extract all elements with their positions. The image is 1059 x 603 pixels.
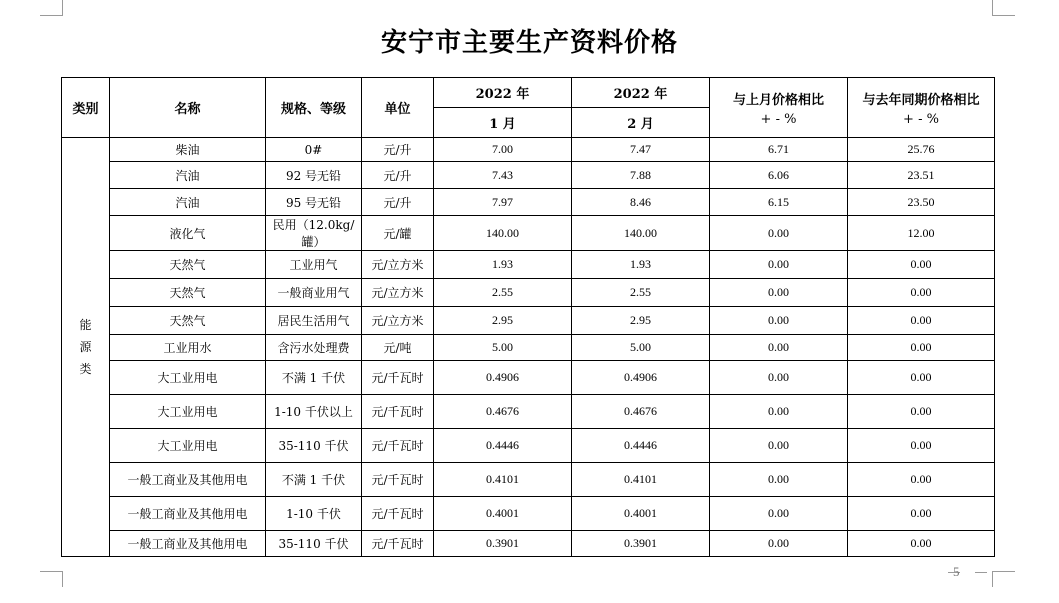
cell-unit: 元/立方米 [362, 251, 434, 279]
cell-jan-price: 5.00 [434, 335, 572, 361]
cell-jan-price: 0.3901 [434, 531, 572, 557]
header-mom-change [710, 78, 848, 138]
cell-jan-price: 2.95 [434, 307, 572, 335]
cell-yoy-change: 25.76 [848, 138, 995, 162]
header-name: 名称 [110, 78, 266, 138]
cell-name: 汽油 [110, 162, 266, 189]
cell-jan-price: 0.4446 [434, 429, 572, 463]
header-yoy-line1: 与去年同期价格相比 [862, 92, 980, 108]
header-feb-month: 2 月 [572, 108, 710, 138]
header-jan-month: 1 月 [434, 108, 572, 138]
cell-spec: 不满 1 千伏 [266, 361, 362, 395]
header-feb-year: 2022 年 [572, 78, 710, 108]
cell-feb-price: 0.4906 [572, 361, 710, 395]
header-row-1 [62, 78, 995, 108]
cell-spec: 民用（12.0kg/罐） [266, 216, 362, 251]
cell-feb-price: 7.88 [572, 162, 710, 189]
cell-name: 液化气 [110, 216, 266, 251]
page-number-rule-right [975, 572, 987, 573]
cell-jan-price: 0.4001 [434, 497, 572, 531]
price-table [61, 77, 995, 557]
cell-feb-price: 2.55 [572, 279, 710, 307]
cell-name: 一般工商业及其他用电 [110, 463, 266, 497]
table-row [62, 395, 995, 429]
cell-yoy-change: 0.00 [848, 463, 995, 497]
cell-unit: 元/千瓦时 [362, 361, 434, 395]
category-char: 源 [79, 340, 92, 354]
header-mom-line1: 与上月价格相比 [732, 92, 824, 108]
cell-unit: 元/千瓦时 [362, 429, 434, 463]
cell-unit: 元/千瓦时 [362, 531, 434, 557]
header-yoy-change [848, 78, 995, 138]
cell-unit: 元/千瓦时 [362, 395, 434, 429]
cell-yoy-change: 23.50 [848, 189, 995, 216]
cell-mom-change: 0.00 [710, 307, 848, 335]
cell-mom-change: 0.00 [710, 531, 848, 557]
cell-name: 大工业用电 [110, 395, 266, 429]
cell-feb-price: 140.00 [572, 216, 710, 251]
cell-spec: 35-110 千伏 [266, 429, 362, 463]
cell-name: 柴油 [110, 138, 266, 162]
cell-yoy-change: 0.00 [848, 307, 995, 335]
cell-spec: 工业用气 [266, 251, 362, 279]
cell-mom-change: 0.00 [710, 395, 848, 429]
table-row [62, 531, 995, 557]
cell-feb-price: 8.46 [572, 189, 710, 216]
cell-feb-price: 1.93 [572, 251, 710, 279]
cell-name: 一般工商业及其他用电 [110, 497, 266, 531]
cell-unit: 元/升 [362, 189, 434, 216]
header-mom-line2: + - % [760, 111, 797, 127]
cell-yoy-change: 0.00 [848, 279, 995, 307]
category-char: 能 [79, 318, 92, 332]
cell-unit: 元/千瓦时 [362, 497, 434, 531]
table-row [62, 497, 995, 531]
cell-unit: 元/立方米 [362, 279, 434, 307]
table-row [62, 216, 995, 251]
cell-spec: 居民生活用气 [266, 307, 362, 335]
cell-jan-price: 0.4101 [434, 463, 572, 497]
cell-spec: 95 号无铅 [266, 189, 362, 216]
category-char: 类 [79, 362, 92, 376]
cell-feb-price: 0.4101 [572, 463, 710, 497]
table-row [62, 335, 995, 361]
cell-spec: 0# [266, 138, 362, 162]
cell-spec: 一般商业用气 [266, 279, 362, 307]
cell-name: 大工业用电 [110, 361, 266, 395]
cell-spec: 1-10 千伏 [266, 497, 362, 531]
cell-unit: 元/吨 [362, 335, 434, 361]
cell-feb-price: 0.4446 [572, 429, 710, 463]
cell-feb-price: 5.00 [572, 335, 710, 361]
table-row [62, 162, 995, 189]
crop-mark-bottom-left [40, 571, 63, 587]
cell-feb-price: 7.47 [572, 138, 710, 162]
cell-mom-change: 6.06 [710, 162, 848, 189]
table-body [62, 138, 995, 557]
cell-feb-price: 0.4676 [572, 395, 710, 429]
cell-name: 天然气 [110, 251, 266, 279]
cell-unit: 元/千瓦时 [362, 463, 434, 497]
cell-mom-change: 0.00 [710, 463, 848, 497]
cell-mom-change: 6.15 [710, 189, 848, 216]
table-row [62, 361, 995, 395]
cell-spec: 含污水处理费 [266, 335, 362, 361]
page-title: 安宁市主要生产资料价格 [380, 28, 678, 58]
cell-feb-price: 0.3901 [572, 531, 710, 557]
header-yoy-line2: + - % [903, 111, 939, 127]
header-unit: 单位 [362, 78, 434, 138]
table-row [62, 251, 995, 279]
cell-jan-price: 0.4676 [434, 395, 572, 429]
cell-feb-price: 2.95 [572, 307, 710, 335]
cell-feb-price: 0.4001 [572, 497, 710, 531]
cell-mom-change: 6.71 [710, 138, 848, 162]
cell-yoy-change: 12.00 [848, 216, 995, 251]
cell-yoy-change: 0.00 [848, 395, 995, 429]
cell-unit: 元/升 [362, 138, 434, 162]
cell-jan-price: 0.4906 [434, 361, 572, 395]
cell-spec: 92 号无铅 [266, 162, 362, 189]
cell-yoy-change: 0.00 [848, 335, 995, 361]
cell-name: 工业用水 [110, 335, 266, 361]
table-row [62, 279, 995, 307]
header-spec: 规格、等级 [266, 78, 362, 138]
cell-spec: 不满 1 千伏 [266, 463, 362, 497]
cell-yoy-change: 0.00 [848, 429, 995, 463]
table-row [62, 138, 995, 162]
crop-mark-bottom-right [992, 571, 1015, 587]
cell-yoy-change: 0.00 [848, 531, 995, 557]
cell-mom-change: 0.00 [710, 279, 848, 307]
table-row [62, 307, 995, 335]
table-row [62, 189, 995, 216]
cell-mom-change: 0.00 [710, 216, 848, 251]
cell-yoy-change: 0.00 [848, 251, 995, 279]
page-number: 5 [953, 564, 960, 579]
cell-jan-price: 7.97 [434, 189, 572, 216]
category-cell [62, 138, 110, 557]
table-row [62, 429, 995, 463]
cell-unit: 元/立方米 [362, 307, 434, 335]
header-category: 类别 [62, 78, 110, 138]
cell-spec: 1-10 千伏以上 [266, 395, 362, 429]
cell-mom-change: 0.00 [710, 251, 848, 279]
cell-yoy-change: 23.51 [848, 162, 995, 189]
cell-jan-price: 7.00 [434, 138, 572, 162]
cell-jan-price: 1.93 [434, 251, 572, 279]
cell-unit: 元/升 [362, 162, 434, 189]
cell-yoy-change: 0.00 [848, 361, 995, 395]
cell-unit: 元/罐 [362, 216, 434, 251]
cell-name: 天然气 [110, 279, 266, 307]
cell-name: 天然气 [110, 307, 266, 335]
cell-jan-price: 7.43 [434, 162, 572, 189]
cell-jan-price: 2.55 [434, 279, 572, 307]
cell-jan-price: 140.00 [434, 216, 572, 251]
cell-mom-change: 0.00 [710, 497, 848, 531]
cell-name: 大工业用电 [110, 429, 266, 463]
cell-yoy-change: 0.00 [848, 497, 995, 531]
table-row [62, 463, 995, 497]
cell-spec: 35-110 千伏 [266, 531, 362, 557]
cell-name: 汽油 [110, 189, 266, 216]
crop-mark-top-right [992, 0, 1015, 16]
cell-mom-change: 0.00 [710, 335, 848, 361]
crop-mark-top-left [40, 0, 63, 16]
cell-mom-change: 0.00 [710, 361, 848, 395]
cell-name: 一般工商业及其他用电 [110, 531, 266, 557]
cell-mom-change: 0.00 [710, 429, 848, 463]
header-jan-year: 2022 年 [434, 78, 572, 108]
